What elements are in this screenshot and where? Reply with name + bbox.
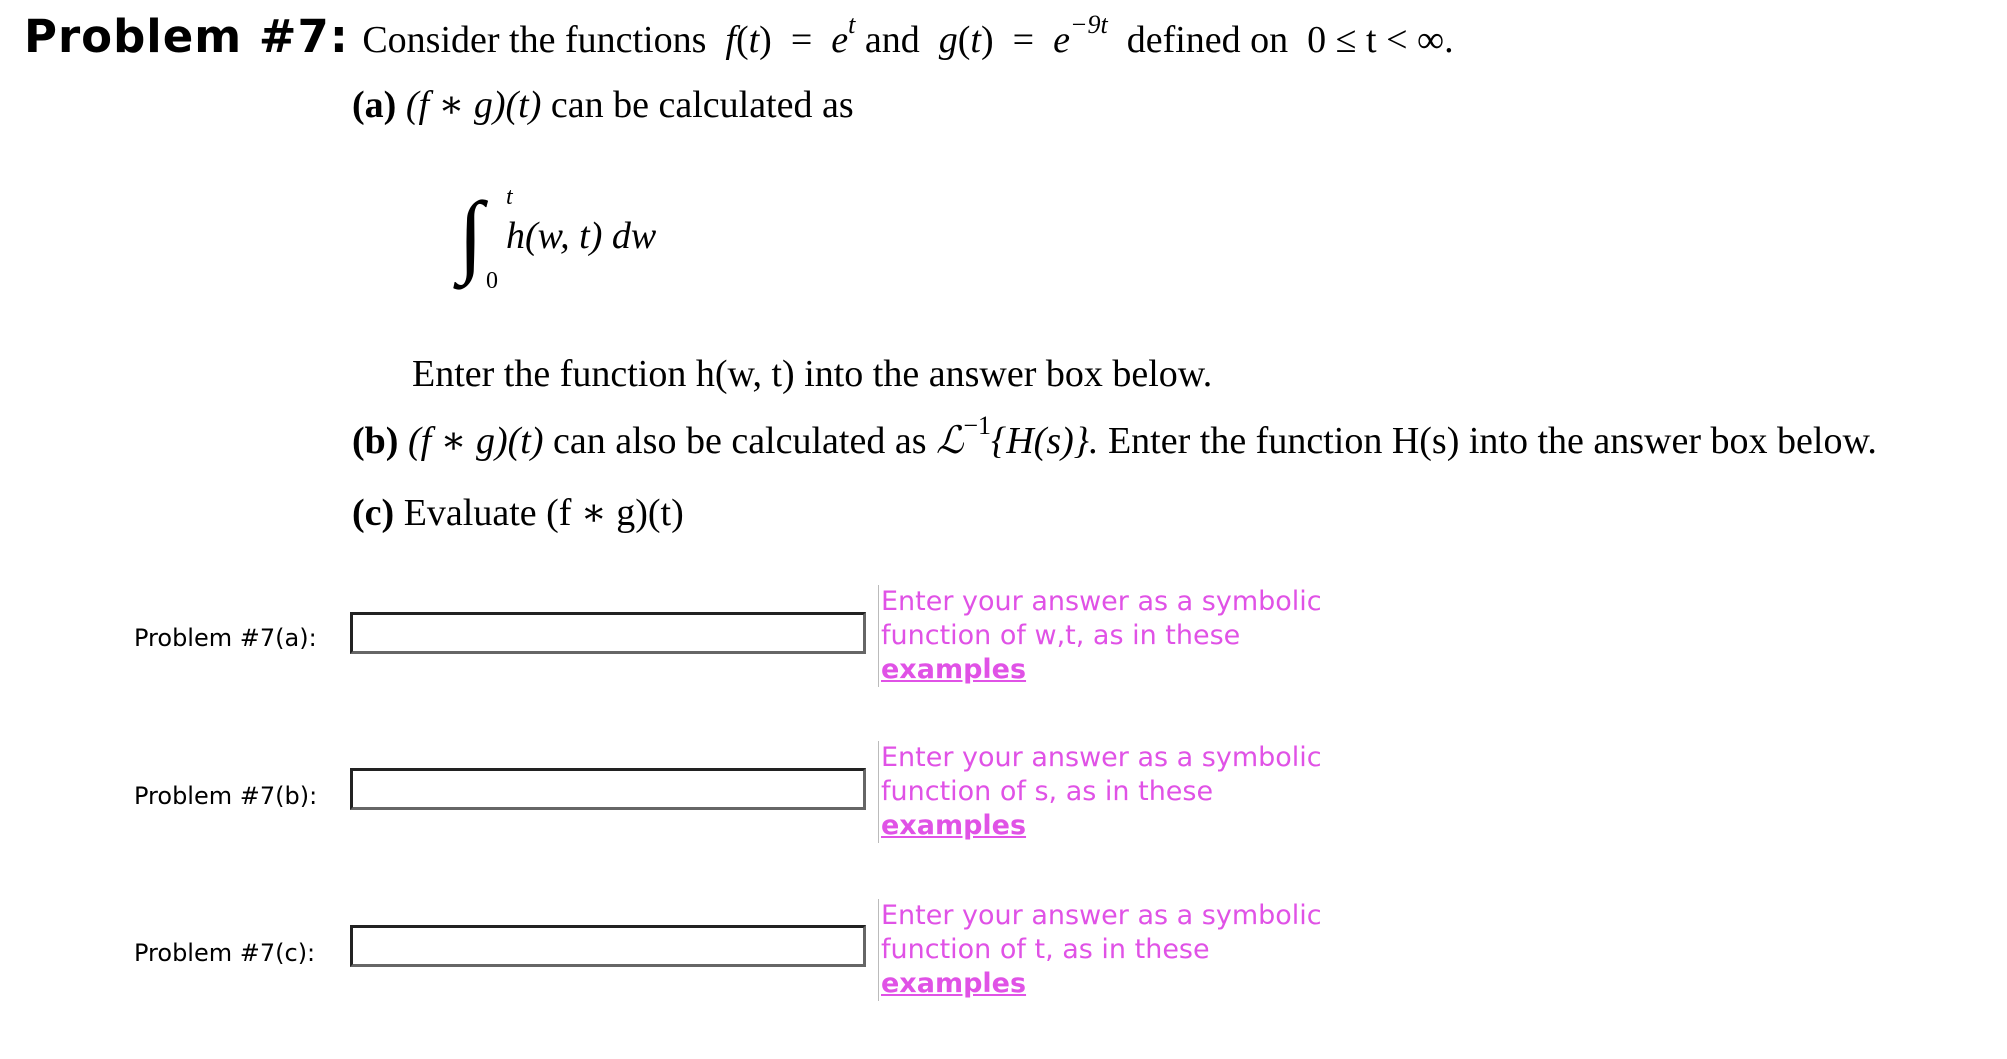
- part-a-instruction: Enter the function h(w, t) into the answer box below.: [412, 353, 1213, 395]
- problem-title: Problem #7:: [24, 10, 349, 63]
- part-a-expr: (f ∗ g)(t): [405, 84, 542, 126]
- answer-c-input[interactable]: [350, 925, 866, 967]
- laplace-inverse: −1: [963, 411, 992, 440]
- part-a-label: (a): [352, 84, 397, 126]
- answer-b-label: Problem #7(b):: [134, 782, 318, 810]
- answer-a-hint: [878, 585, 1361, 687]
- answer-b-hint-text: Enter your answer as a symbolic function of s, as in these: [881, 742, 1322, 807]
- part-b-text: can also be calculated as: [553, 420, 927, 462]
- part-b-instruction: Enter the function H(s) into the answer box below.: [1107, 420, 1877, 462]
- answer-a-input[interactable]: [350, 612, 866, 654]
- answer-c-hint-text: Enter your answer as a symbolic function of t, as in these: [881, 900, 1322, 965]
- answer-c-examples-link[interactable]: examples: [881, 968, 1027, 999]
- integral-lower-limit: 0: [486, 268, 498, 294]
- laplace-symbol: ℒ: [935, 420, 964, 462]
- part-c-label: (c): [352, 492, 395, 534]
- answer-b-examples-link[interactable]: examples: [881, 810, 1027, 841]
- answer-a-examples-link[interactable]: examples: [881, 654, 1027, 685]
- part-b-statement: [352, 411, 1877, 463]
- problem-statement: [24, 10, 1454, 63]
- answer-a-hint-text: Enter your answer as a symbolic function of w,t, as in these: [881, 586, 1322, 651]
- part-a-statement: [352, 82, 854, 127]
- answer-a-label: Problem #7(a):: [134, 624, 317, 652]
- part-c-text: Evaluate (f ∗ g)(t): [403, 492, 684, 534]
- integral-upper-limit: t: [506, 184, 513, 210]
- part-b-label: (b): [352, 420, 399, 462]
- answer-b-hint: [878, 741, 1361, 843]
- part-b-expr: (f ∗ g)(t): [407, 420, 544, 462]
- laplace-argument: {H(s)}.: [991, 420, 1099, 462]
- part-a-text: can be calculated as: [550, 84, 854, 126]
- part-c-statement: [352, 490, 684, 535]
- intro-text: Consider the functions $f(t) = e^t$ and $g(t) = e^{-9t}$ defined on 0 ≤ t < ∞.: [362, 10, 1454, 61]
- integral-expression: [458, 183, 718, 298]
- answer-c-label: Problem #7(c):: [134, 939, 316, 967]
- integral-sign: ∫: [458, 183, 484, 285]
- integrand: h(w, t) dw: [506, 215, 657, 257]
- answer-c-hint: [878, 899, 1361, 1001]
- answer-b-input[interactable]: [350, 768, 866, 810]
